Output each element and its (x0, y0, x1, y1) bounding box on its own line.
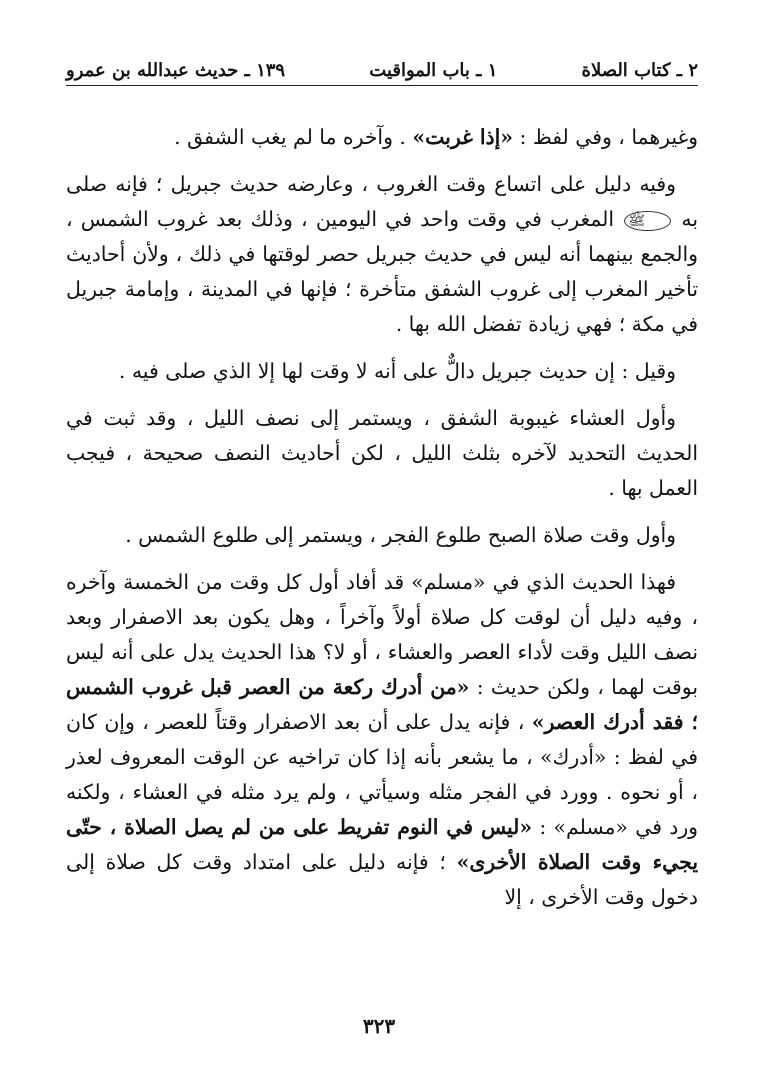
header-chapter: ٢ ـ كتاب الصلاة (581, 60, 698, 81)
p6-hadith-quote-2: «ليس في النوم تفريط على من لم يصل الصلاة ، حتّى يجيء وقت الصلاة الأخرى» (66, 815, 698, 874)
header-hadith: ١٣٩ ـ حديث عبدالله بن عمرو (66, 60, 286, 81)
p1-text-a: وغيرهما ، وفي لفظ : (513, 125, 698, 149)
p1-quote: «إذا غربت» (412, 125, 513, 149)
paragraph-5: وأول وقت صلاة الصبح طلوع الفجر ، ويستمر إلى طلوع الشمس . (125, 523, 676, 547)
salla-honorific-symbol: ﷺ (624, 211, 671, 231)
p2-text-a: وفيه دليل على اتساع وقت الغروب ، وعارضه حديث جبريل ؛ فإنه صلى به (66, 172, 699, 231)
p6-hadith-quote-1: «من أدرك ركعة من العصر قبل غروب الشمس ؛ فقد أدرك العصر» (66, 675, 698, 734)
p6-text-c: ، فإنه يدل على أن بعد الاصفرار وقتاً للعصر ، وإن كان في لفظ : «أدرك» ، ما يشعر بأنه إذا كان تراخيه عن الوقت المعروف لعذر ، أو نحوه . وورد في الفجر مثله وسيأتي ، ولم يرد مثله في العشاء ، ولكنه ورد في «مسلم» : (66, 710, 699, 839)
running-header (66, 50, 698, 86)
paragraph-4: وأول العشاء غيبوبة الشفق ، ويستمر إلى نصف الليل ، وقد ثبت في الحديث التحديد لآخره بثلث الليل ، لكن أحاديث النصف صحيحة ، فيجب العمل بها . (66, 406, 698, 500)
paragraph-2 (66, 167, 698, 342)
p6-text-a: فهذا الحديث الذي في «مسلم» قد أفاد أول كل وقت من الخمسة وآخره ، وفيه دليل أن لوقت كل صلاة أولاً وآخراً ، وهل يكون بعد الاصفرار وبعد نصف الليل وقت لأداء العصر والعشاء ، أو لا؟ هذا الحديث يدل على أنه ليس بوقت لهما ، ولكن حديث : (66, 570, 698, 699)
page-number: ٣٢٣ (362, 1014, 396, 1038)
p6-text-e: ؛ فإنه دليل على امتداد وقت كل صلاة إلى دخول وقت الأخرى ، إلا (66, 850, 698, 909)
paragraph-1 (66, 120, 698, 155)
p2-text-b: المغرب في وقت واحد في اليومين ، وذلك بعد غروب الشمس ، والجمع بينهما أنه ليس في حديث جبريل حصر لوقتها في ذلك ، ولأن أحاديث تأخير المغرب إلى غروب الشفق متأخرة ؛ فإنها في المدينة ، وإمامة جبريل في مكة ؛ فهي زيادة تفضل الله بها . (66, 207, 698, 336)
header-section: ١ ـ باب المواقيت (369, 60, 498, 81)
paragraph-6 (66, 565, 698, 915)
page-body (66, 120, 698, 927)
p1-text-c: . وآخره ما لم يغب الشفق . (174, 125, 413, 149)
paragraph-3: وقيل : إن حديث جبريل دالٌّ على أنه لا وقت لها إلا الذي صلى فيه . (118, 359, 676, 383)
